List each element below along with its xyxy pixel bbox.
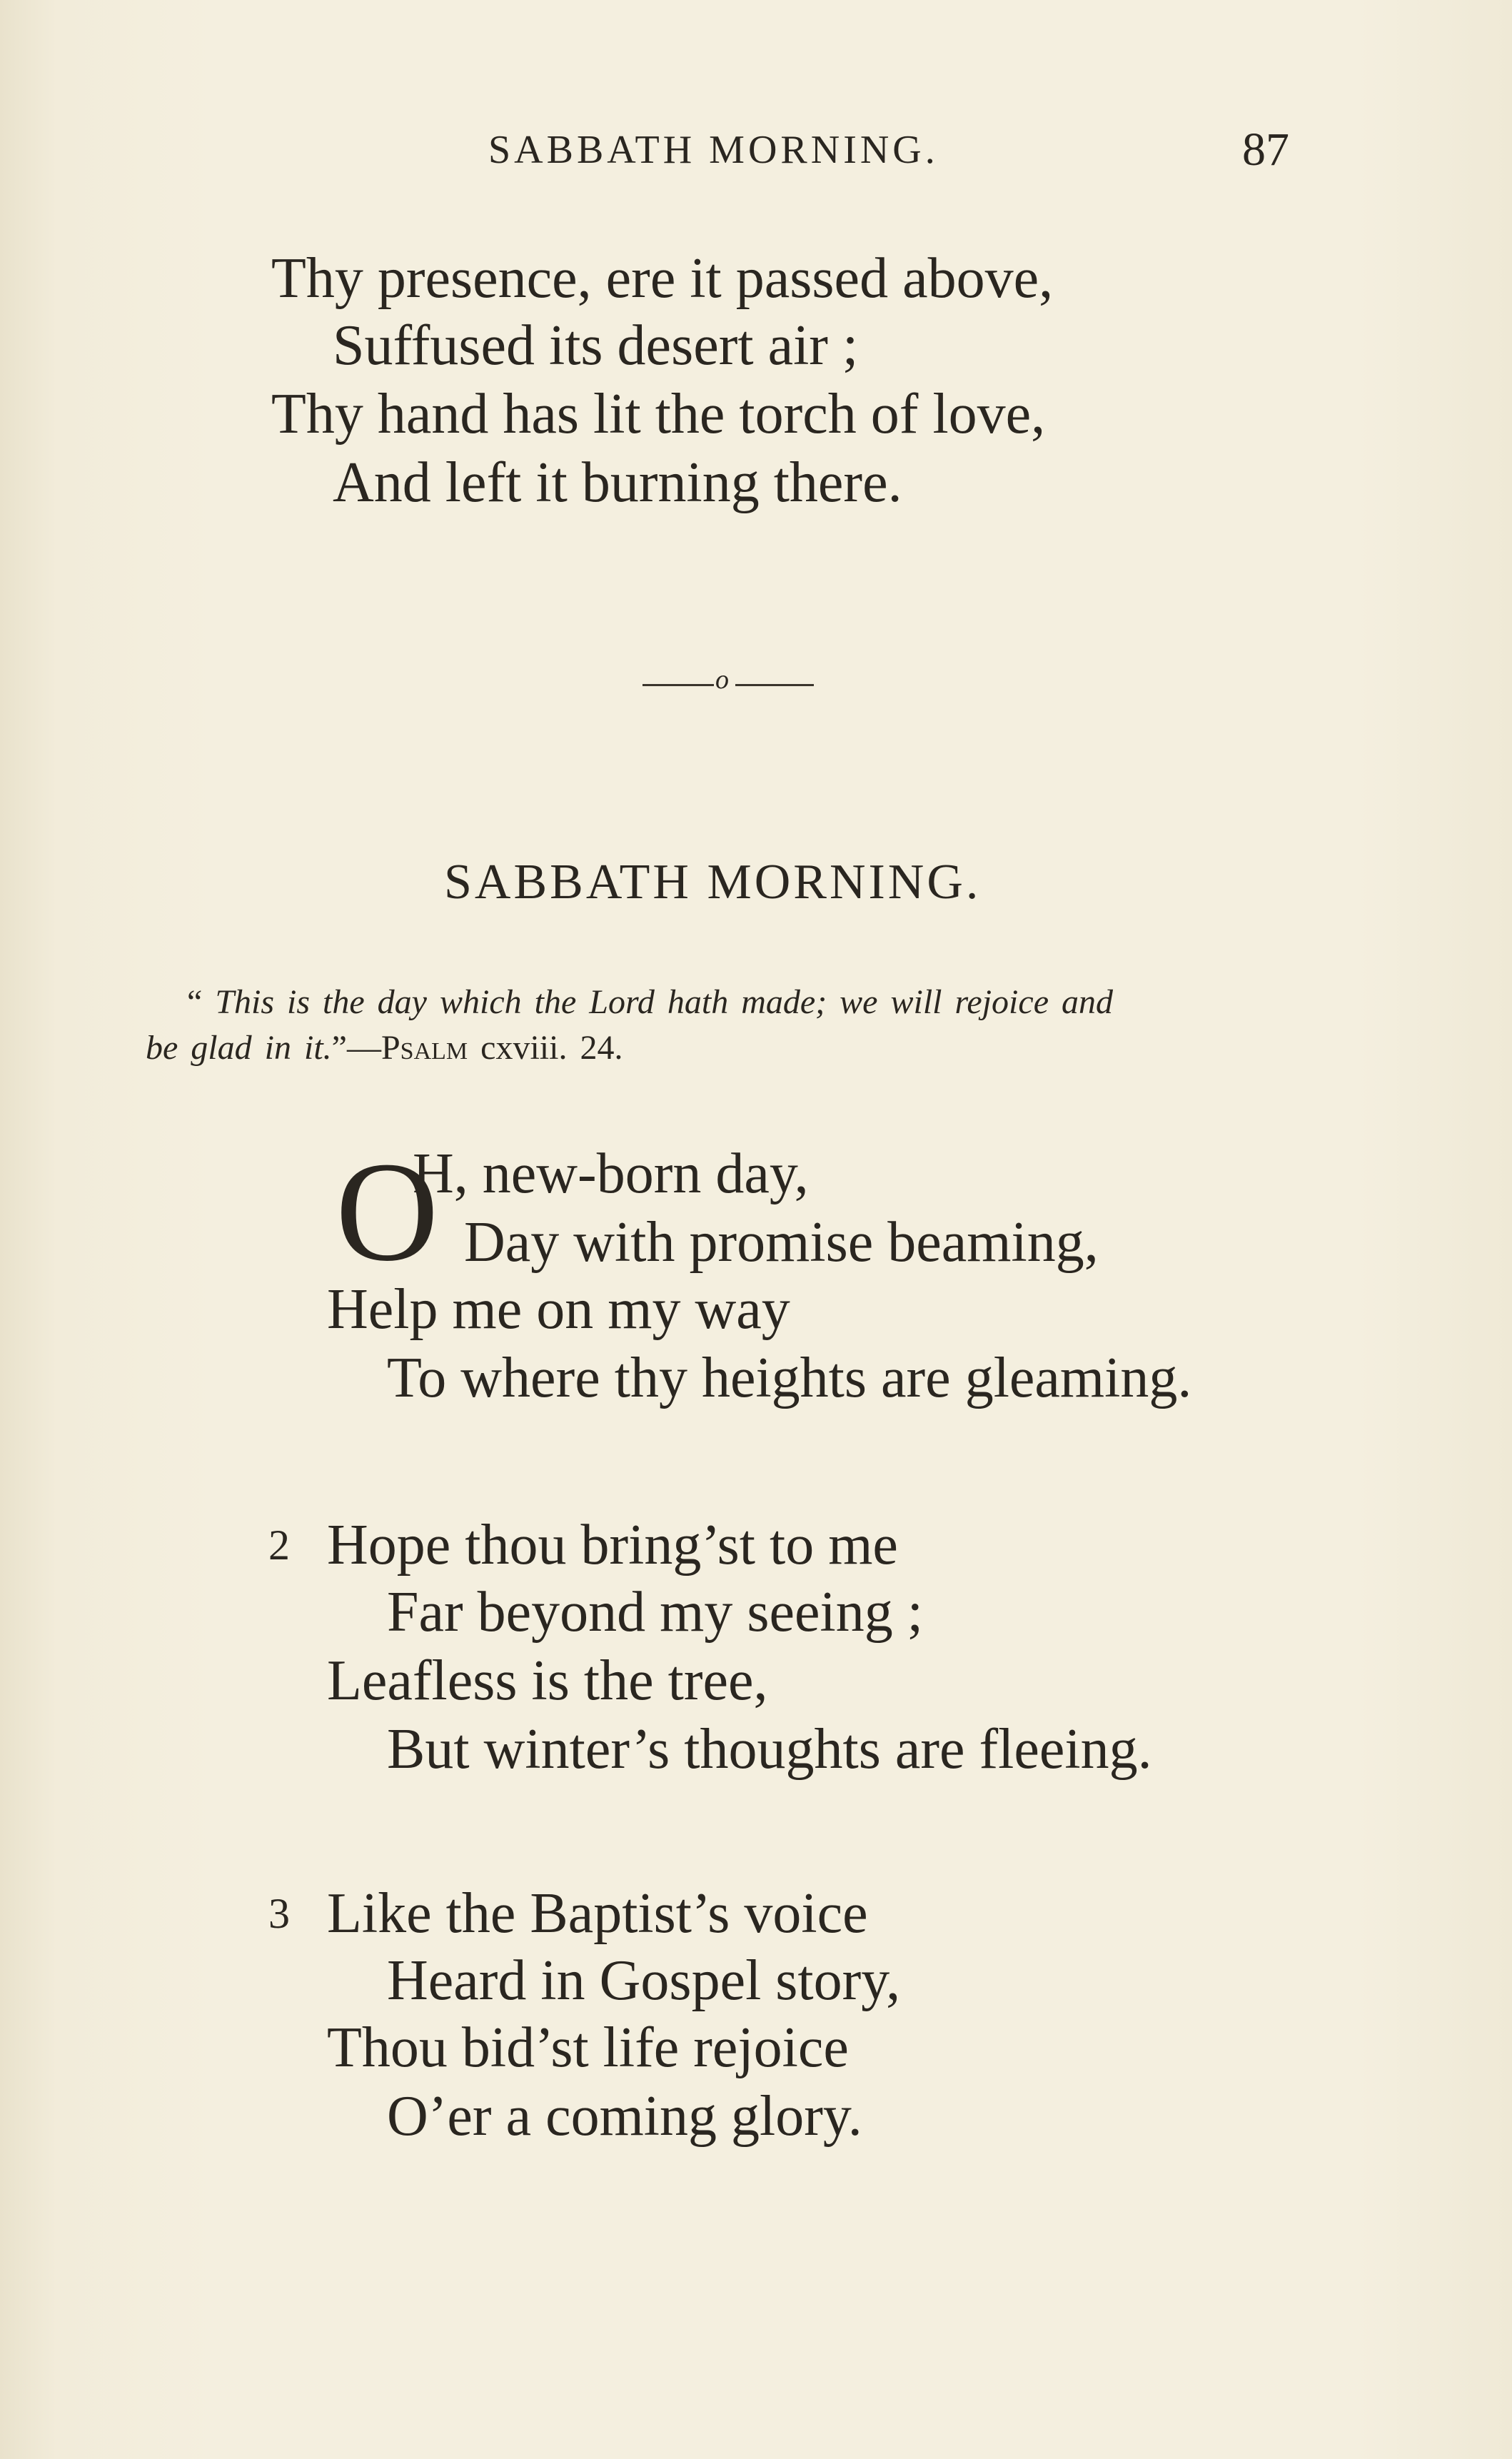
section-divider [642,664,814,700]
epigraph-text-2: be glad in it. [146,1029,332,1067]
stanza2-line-3: Leafless is the tree, [327,1649,768,1712]
stanza3-number: 3 [268,1890,290,1937]
stanza1-line-1: H, new-born day, [413,1142,809,1205]
epigraph-line-1 [187,982,1113,1022]
previous-poem-line-1: Thy presence, ere it passed above, [271,247,1054,310]
divider-rule-right [735,684,814,686]
epigraph-line-2 [146,1028,623,1067]
page-number: 87 [1242,124,1289,176]
stanza1-line-3: Help me on my way [327,1278,790,1341]
divider-ornament: o [715,665,729,695]
divider-rule-left [642,684,714,686]
stanza2-line-2: Far beyond my seeing ; [387,1581,923,1644]
stanza2-number: 2 [268,1522,290,1569]
drop-cap: O [336,1133,439,1291]
epigraph-source-name: Psalm [380,1029,468,1067]
stanza3-line-1: Like the Baptist’s voice [327,1882,868,1945]
stanza3-line-2: Heard in Gospel story, [387,1949,901,2012]
stanza1-line-4: To where thy heights are gleaming. [387,1347,1192,1409]
epigraph-open-quote: “ [187,983,203,1021]
stanza3-line-4: O’er a coming glory. [387,2085,862,2148]
stanza3-line-3: Thou bid’st life rejoice [327,2016,849,2079]
stanza2-line-1: Hope thou bring’st to me [327,1514,898,1577]
stanza1-line-2: Day with promise beaming, [464,1211,1099,1274]
previous-poem-line-4: And left it burning there. [333,451,902,514]
running-header-title: SABBATH MORNING. [488,128,939,172]
poem-title: SABBATH MORNING. [444,855,982,910]
epigraph-close-quote: ”— [331,1029,381,1067]
epigraph-source-ref: cxviii. 24. [468,1029,623,1067]
epigraph-text-1: This is the day which the Lord hath made; we will rejoice and [215,983,1113,1021]
previous-poem-line-2: Suffused its desert air ; [333,314,859,377]
stanza2-line-4: But winter’s thoughts are fleeing. [387,1718,1152,1781]
previous-poem-line-3: Thy hand has lit the torch of love, [271,383,1046,446]
